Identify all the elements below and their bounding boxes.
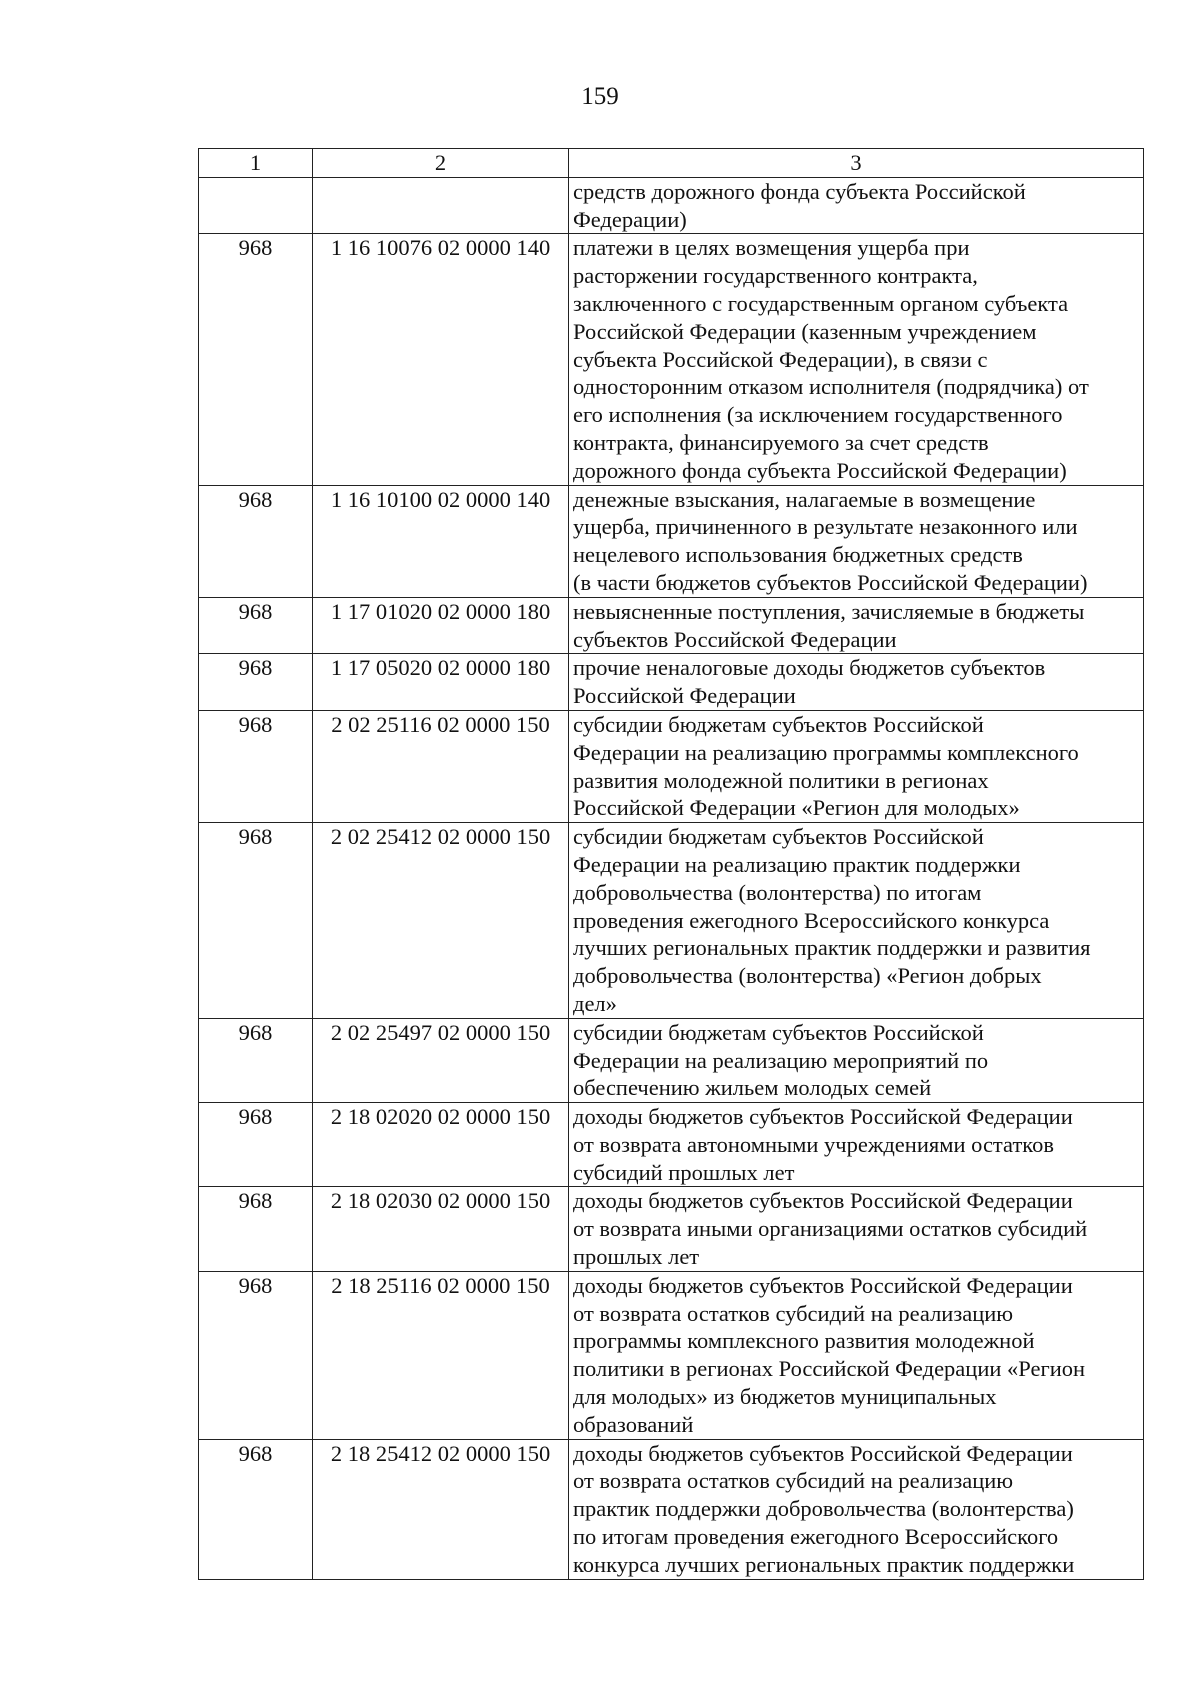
admin-code-cell: 968 (199, 710, 313, 822)
column-header-3: 3 (569, 149, 1144, 178)
description-line: дел» (573, 990, 617, 1016)
description-line: доходы бюджетов субъектов Российской Федерации (573, 1440, 1073, 1466)
description-line: прочие неналоговые доходы бюджетов субъектов (573, 655, 1046, 681)
admin-code-cell: 968 (199, 597, 313, 654)
description-line: проведения ежегодного Всероссийского конкурса (573, 907, 1050, 933)
description-cell (569, 1271, 1144, 1439)
income-code-cell (313, 177, 569, 234)
description-line: субсидии бюджетам субъектов Российской (573, 1019, 984, 1045)
table-row (199, 710, 1144, 822)
description-line: расторжении государственного контракта, (573, 263, 978, 289)
admin-code-cell: 968 (199, 1439, 313, 1579)
description-line: ущерба, причиненного в результате незаконного или (573, 514, 1078, 540)
admin-code-cell: 968 (199, 1018, 313, 1102)
description-line: от возврата остатков субсидий на реализацию (573, 1468, 1014, 1494)
income-code-cell: 1 17 01020 02 0000 180 (313, 597, 569, 654)
description-line: добровольчества (волонтерства) «Регион добрых (573, 963, 1042, 989)
description-line: дорожного фонда субъекта Российской Федерации) (573, 457, 1067, 483)
description-line: Российской Федерации (573, 683, 796, 709)
table-row (199, 177, 1144, 234)
admin-code-cell: 968 (199, 1187, 313, 1271)
description-line: конкурса лучших региональных практик поддержки (573, 1551, 1075, 1577)
description-line: нецелевого использования бюджетных средств (573, 542, 1023, 568)
description-cell (569, 654, 1144, 711)
description-line: средств дорожного фонда субъекта Российской (573, 178, 1026, 204)
table-row (199, 597, 1144, 654)
table-row (199, 1271, 1144, 1439)
income-code-cell: 1 17 05020 02 0000 180 (313, 654, 569, 711)
table-row (199, 485, 1144, 597)
description-line: Федерации) (573, 206, 687, 232)
table-row (199, 1103, 1144, 1187)
description-line: денежные взыскания, налагаемые в возмещение (573, 486, 1036, 512)
income-code-cell: 1 16 10100 02 0000 140 (313, 485, 569, 597)
description-line: субсидии бюджетам субъектов Российской (573, 824, 984, 850)
description-line: (в части бюджетов субъектов Российской Федерации) (573, 569, 1088, 595)
description-line: по итогам проведения ежегодного Всероссийского (573, 1524, 1059, 1550)
column-header-1: 1 (199, 149, 313, 178)
description-cell (569, 823, 1144, 1019)
description-line: добровольчества (волонтерства) по итогам (573, 879, 982, 905)
description-line: прошлых лет (573, 1244, 700, 1270)
income-code-cell: 2 02 25497 02 0000 150 (313, 1018, 569, 1102)
description-line: платежи в целях возмещения ущерба при (573, 235, 970, 261)
table-header-row (199, 149, 1144, 178)
description-line: Федерации на реализацию программы комплексного (573, 739, 1079, 765)
column-header-2: 2 (313, 149, 569, 178)
table-row (199, 823, 1144, 1019)
description-cell (569, 710, 1144, 822)
description-line: односторонним отказом исполнителя (подрядчика) от (573, 374, 1089, 400)
description-line: Российской Федерации (казенным учреждением (573, 318, 1037, 344)
description-line: обеспечению жильем молодых семей (573, 1075, 932, 1101)
description-line: субсидии бюджетам субъектов Российской (573, 711, 984, 737)
description-line: от возврата автономными учреждениями остатков (573, 1131, 1054, 1157)
description-line: Российской Федерации «Регион для молодых» (573, 795, 1020, 821)
table-row (199, 234, 1144, 485)
admin-code-cell: 968 (199, 654, 313, 711)
description-line: от возврата иными организациями остатков субсидий (573, 1216, 1088, 1242)
description-cell (569, 485, 1144, 597)
admin-code-cell: 968 (199, 234, 313, 485)
description-line: доходы бюджетов субъектов Российской Федерации (573, 1188, 1073, 1214)
admin-code-cell: 968 (199, 1103, 313, 1187)
description-line: Федерации на реализацию мероприятий по (573, 1047, 989, 1073)
description-line: практик поддержки добровольчества (волонтерства) (573, 1496, 1074, 1522)
description-line: образований (573, 1411, 694, 1437)
table-body (199, 177, 1144, 1579)
income-code-cell: 2 18 25412 02 0000 150 (313, 1439, 569, 1579)
description-cell (569, 1103, 1144, 1187)
description-line: доходы бюджетов субъектов Российской Федерации (573, 1272, 1073, 1298)
description-cell (569, 1018, 1144, 1102)
page-number: 159 (581, 83, 619, 110)
admin-code-cell: 968 (199, 823, 313, 1019)
description-cell (569, 177, 1144, 234)
description-cell (569, 234, 1144, 485)
description-line: субъекта Российской Федерации), в связи с (573, 346, 988, 372)
description-line: доходы бюджетов субъектов Российской Федерации (573, 1104, 1073, 1130)
budget-codes-table (198, 148, 1144, 1580)
description-cell (569, 1187, 1144, 1271)
description-line: невыясненные поступления, зачисляемые в бюджеты (573, 598, 1085, 624)
description-line: Федерации на реализацию практик поддержки (573, 851, 1021, 877)
description-line: заключенного с государственным органом субъекта (573, 290, 1069, 316)
description-cell (569, 597, 1144, 654)
table-row (199, 1018, 1144, 1102)
description-line: лучших региональных практик поддержки и развития (573, 935, 1091, 961)
description-line: субсидий прошлых лет (573, 1159, 795, 1185)
income-code-cell: 2 18 02020 02 0000 150 (313, 1103, 569, 1187)
income-code-cell: 2 02 25116 02 0000 150 (313, 710, 569, 822)
income-code-cell: 1 16 10076 02 0000 140 (313, 234, 569, 485)
table-row (199, 1187, 1144, 1271)
income-code-cell: 2 02 25412 02 0000 150 (313, 823, 569, 1019)
description-cell (569, 1439, 1144, 1579)
income-code-cell: 2 18 25116 02 0000 150 (313, 1271, 569, 1439)
table-row (199, 1439, 1144, 1579)
description-line: его исполнения (за исключением государственного (573, 402, 1063, 428)
description-line: развития молодежной политики в регионах (573, 767, 989, 793)
description-line: для молодых» из бюджетов муниципальных (573, 1384, 997, 1410)
admin-code-cell: 968 (199, 1271, 313, 1439)
description-line: субъектов Российской Федерации (573, 626, 897, 652)
description-line: программы комплексного развития молодежной (573, 1328, 1035, 1354)
description-line: от возврата остатков субсидий на реализацию (573, 1300, 1014, 1326)
admin-code-cell: 968 (199, 485, 313, 597)
description-line: контракта, финансируемого за счет средств (573, 429, 989, 455)
income-code-cell: 2 18 02030 02 0000 150 (313, 1187, 569, 1271)
admin-code-cell (199, 177, 313, 234)
description-line: политики в регионах Российской Федерации «Регион (573, 1356, 1086, 1382)
table-row (199, 654, 1144, 711)
